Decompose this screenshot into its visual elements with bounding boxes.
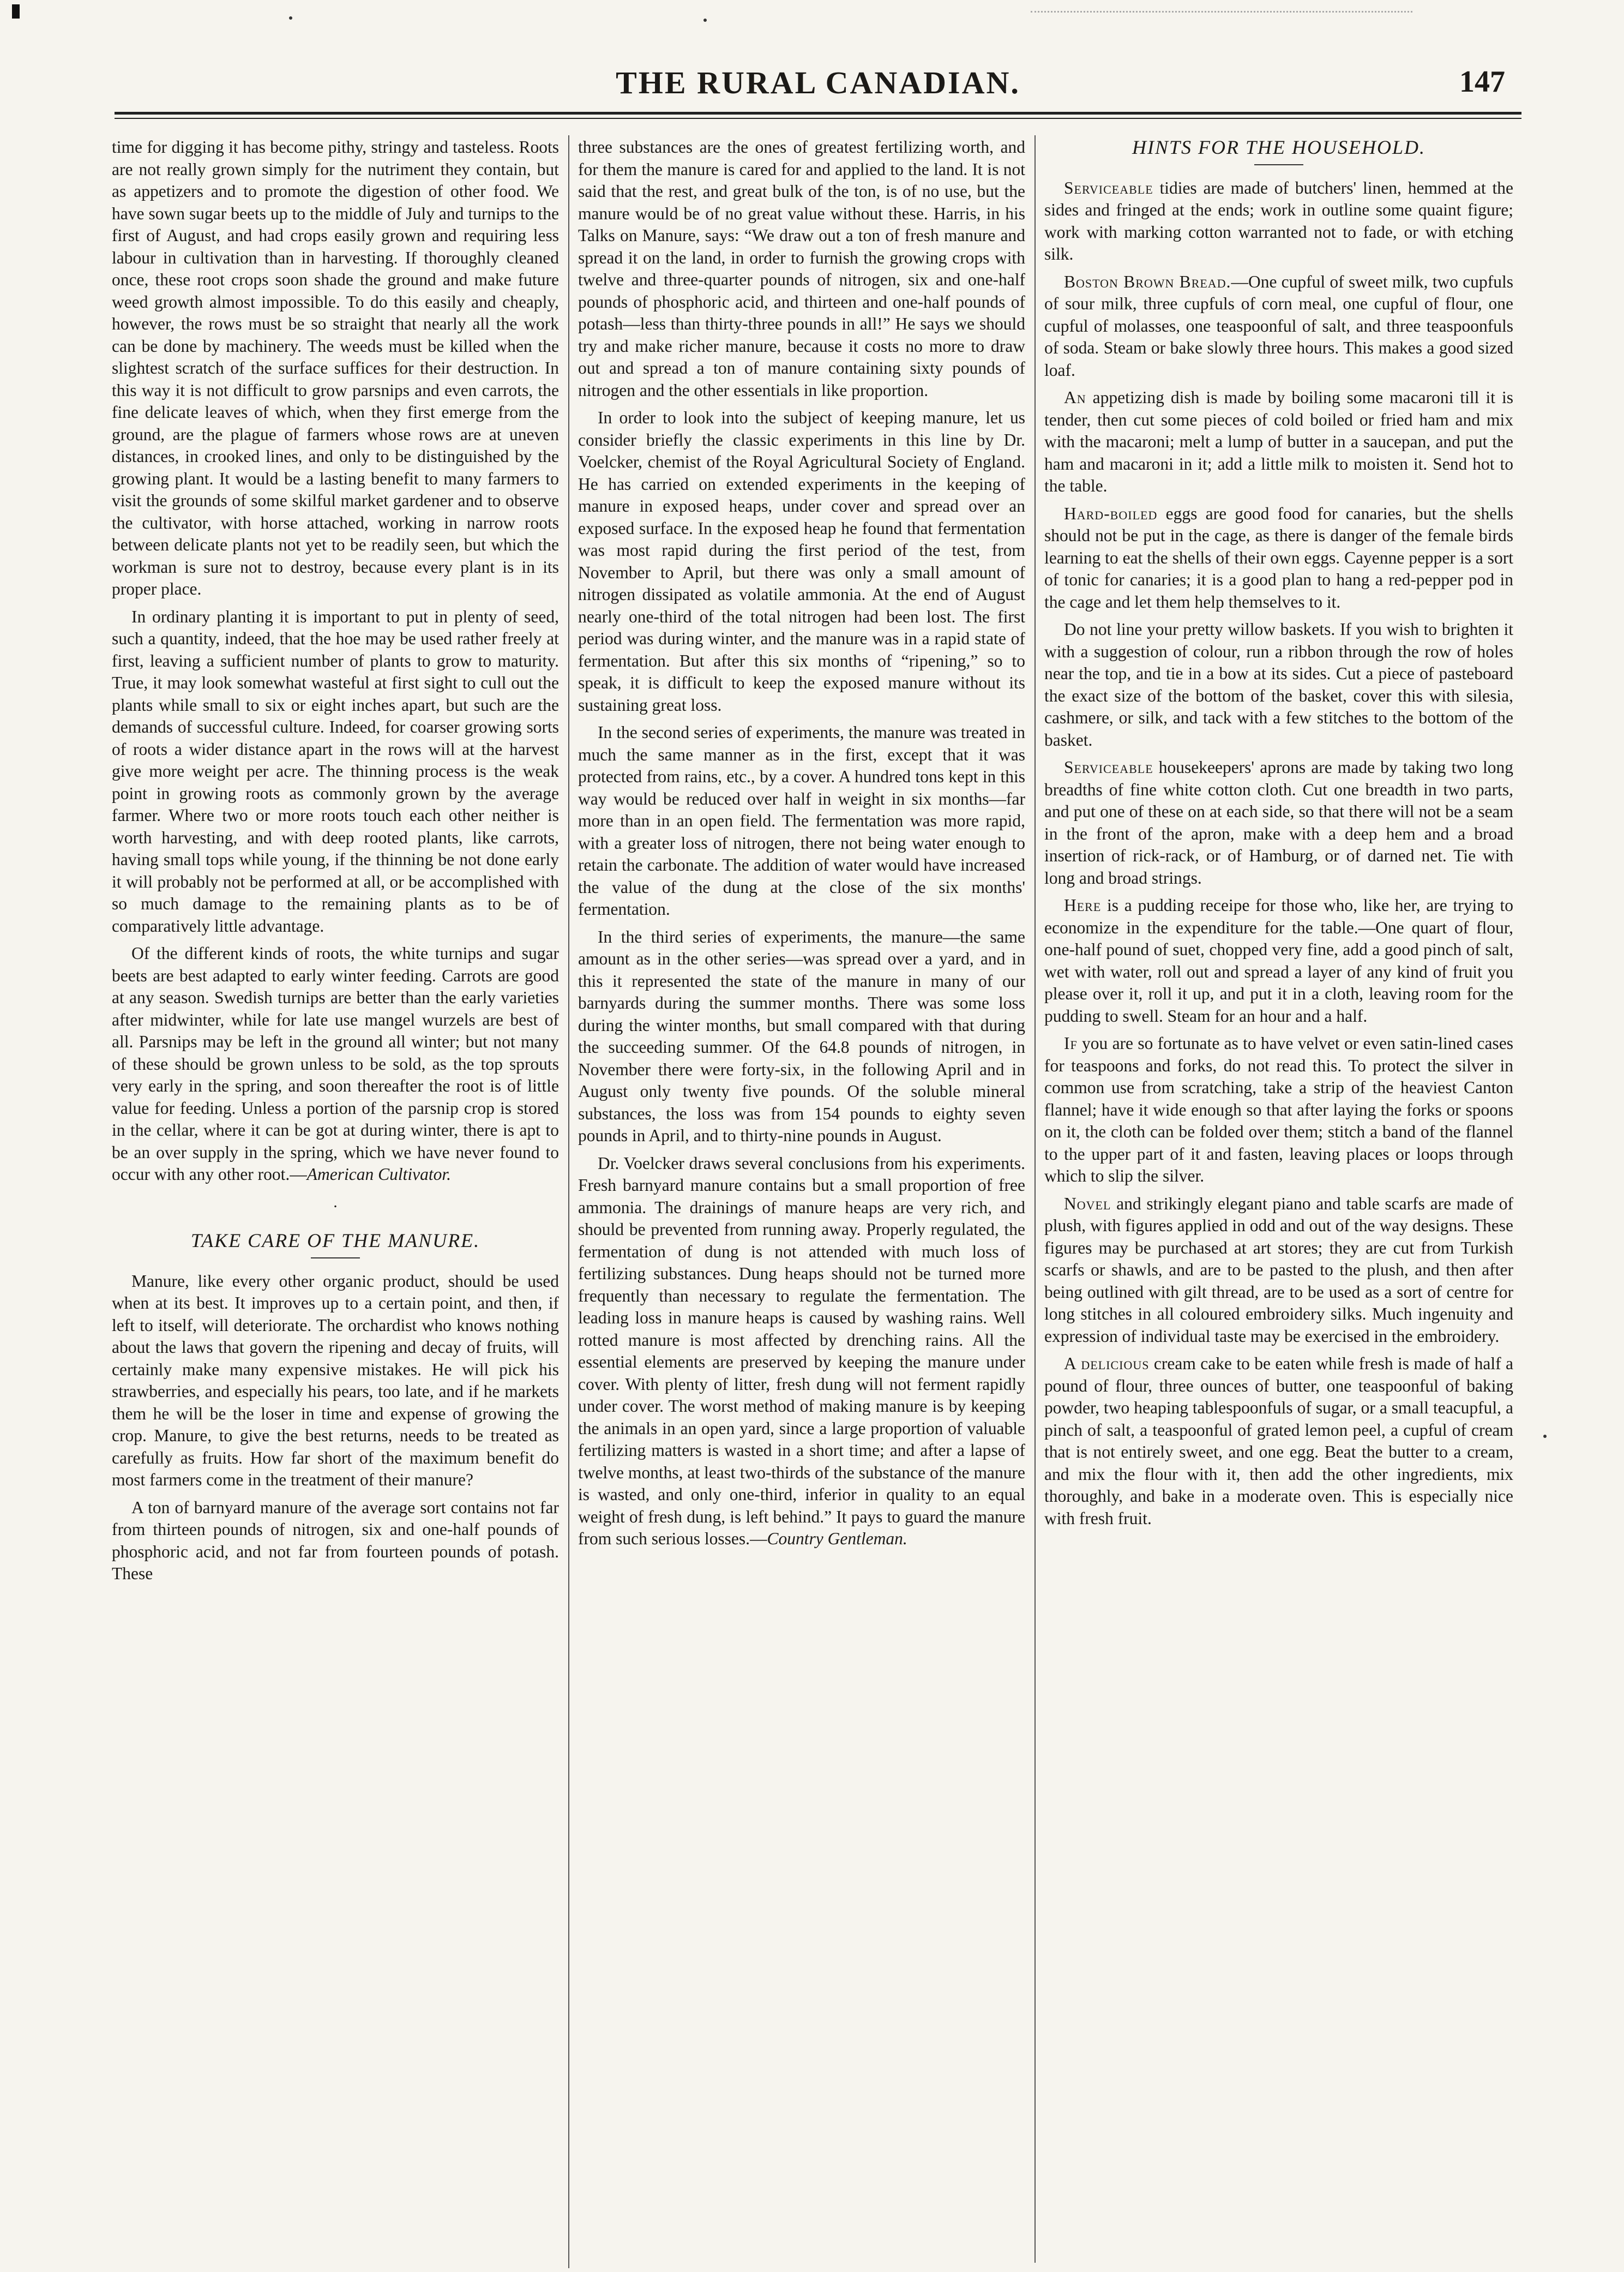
paragraph: time for digging it has become pithy, stringy and tasteless. Roots are not really grown simply for the nutriment they contain, but as appetizers and to promote the digestion of other food. We have sown sugar beets up to the middle of July and turnips to the first of August, and had crops easily grown and requiring less labour in cultivation than in harvesting. If thoroughly cleaned once, these root crops soon shade the ground and make future weed growth almost impossible. To do this easily and cheaply, however, the rows must be so straight that nearly all the work can be done by machinery. The weeds must be killed when the slightest scratch of the surface suffices for their destruction. In this way it is not difficult to grow parsnips and even carrots, the fine delicate leaves of which, when they first emerge from the ground, are the plague of farmers whose rows are at uneven distances, in crooked lines, and only to be distinguished by the growing plant. It would be a lasting benefit to many farmers to visit the grounds of some skilful market gardener and to observe the cultivator, with horse attached, working in narrow roots between delicate plants not yet to be readily seen, but which the workman is sure not to destroy, because every plant is in its proper place. xyxy=(112,137,559,598)
speck xyxy=(1543,1435,1547,1438)
hint-item xyxy=(1044,1353,1513,1530)
speck xyxy=(289,16,292,20)
header-rule xyxy=(115,112,1521,115)
hint-lead: If xyxy=(1064,1034,1078,1053)
heading-rule xyxy=(311,1257,360,1258)
hint-text: and strikingly elegant piano and table scarfs are made of plush, with figures applied in odd and out of the way designs. These figures may be purchased at art stores; they are cut from Turkish scarfs or shawls, and are to be pasted to the plush, and then after being outlined with gilt thread, are to be used as a sort of centre for long stitches in all coloured embroidery silks. Much ingenuity and expression of individual taste may be exercised in the embroidery. xyxy=(1044,1194,1513,1346)
corner-mark xyxy=(12,4,20,19)
heading-rule xyxy=(1254,164,1303,165)
paragraph-text: Dr. Voelcker draws several conclusions from his experiments. Fresh barnyard manure contains but a small proportion of free ammonia. The drainings of manure heaps are very rich, and should be prevented from running away. Properly regulated, the fermentation of dung is not attended with much loss of fertilizing substances. Dung heaps should not be turned more frequently than necessary to regulate the fermentation. The leading loss in manure heaps is caused by washing rains. Well rotted manure is most affected by drenching rains. All the essential elements are preserved by keeping the manure under cover. With plenty of litter, fresh dung will not ferment rapidly under cover. The worst method of making manure is by keeping the animals in an open yard, since a large proportion of valuable fertilizing matters is wasted in a short time; and after a lapse of twelve months, at least two-thirds of the substance of the manure is wasted, and only one-third, inferior in quality to an equal weight of fresh dung, is left behind.” It pays to guard the manure from such serious losses.— xyxy=(578,1153,1025,1548)
hint-item xyxy=(1044,895,1513,1027)
hint-text: housekeepers' aprons are made by taking two long breadths of fine white cotton cloth. Cut one breadth in two parts, and put one of these on at each side, so that there will not be a seam in the front of the apron, make with a deep hem and a broad insertion of rick-rack, or of Hamburg, or of darned net. Tie with long and broad strings. xyxy=(1044,758,1513,888)
hint-text: cream cake to be eaten while fresh is made of half a pound of flour, three ounces of butter, one teaspoonful of baking powder, two heaping tablespoonfuls of sugar, or a small teacupful, a pinch of salt, a teaspoonful of grated lemon peel, a cupful of cream that is not entirely sweet, and one egg. Beat the butter to a cream, and mix the flour with it, then add the other ingredients, mix thoroughly, and bake in a moderate oven. This is especially nice with fresh fruit. xyxy=(1044,1354,1513,1528)
hint-text: tidies are made of butchers' linen, hemmed at the sides and fringed at the ends; work in outline some quaint figure; work with marking cotton warranted not to fade, or with etching silk. xyxy=(1044,178,1513,263)
hint-text: is a pudding receipe for those who, like her, are trying to economize in the expenditure for the table.—One quart of flour, one-half pound of suet, chopped very fine, add a good pinch of salt, wet with water, roll out and spread a layer of any kind of fruit you please over it, roll it up, and put it in a cloth, leaving room for the pudding to swell. Steam for an hour and a half. xyxy=(1044,896,1513,1026)
hint-item xyxy=(1044,271,1513,382)
hint-item xyxy=(1044,619,1513,751)
paragraph: In the second series of experiments, the manure was treated in much the same manner as in the first, except that it was protected from rains, etc., by a cover. A hundred tons kept in this way would be reduced over half in weight in six months—far more than in an open field. The fermentation was more rapid, with a greater loss of nitrogen, there not being water enough to retain the carbonate. The addition of water would have increased the value of the dung at the close of the six months' fermentation. xyxy=(578,723,1025,919)
masthead xyxy=(120,64,1516,108)
hint-item xyxy=(1044,1193,1513,1348)
separator: . xyxy=(333,1192,338,1211)
article-heading: TAKE CARE OF THE MANURE. xyxy=(190,1230,480,1251)
hint-item xyxy=(1044,503,1513,614)
paragraph xyxy=(112,943,559,1186)
hint-lead: Serviceable xyxy=(1064,758,1153,777)
paragraph: Manure, like every other organic product, should be used when at its best. It improves up to a certain point, and then, if left to itself, will deteriorate. The orchardist who knows nothing about the laws that govern the ripening and decay of fruits, will certainly make many expensive mistakes. He will pick his strawberries, and especially his pears, too late, and if he markets them he will be the loser in time and expense of growing the crop. Manure, to give the best returns, needs to be treated as carefully as fruits. How far short of the maximum benefit do most farmers come in the treatment of their manure? xyxy=(112,1271,559,1489)
hint-lead: A delicious xyxy=(1064,1354,1150,1373)
column-left xyxy=(112,136,559,2207)
hint-lead: Novel xyxy=(1064,1194,1111,1213)
header-rule-thin xyxy=(115,118,1521,119)
column-divider xyxy=(1034,135,1036,2263)
hint-item xyxy=(1044,387,1513,497)
top-dotted-line xyxy=(1031,11,1412,13)
newspaper-title: THE RURAL CANADIAN. xyxy=(616,65,1020,100)
paragraph: In order to look into the subject of keeping manure, let us consider briefly the classic experiments in this line by Dr. Voelcker, chemist of the Royal Agricultural Society of England. He has carried on extended experiments in the keeping of manure in exposed heaps, under cover and spread over an exposed surface. In the exposed heap he found that fermentation was most rapid during the first period of the test, from November to April, but there was only a small amount of nitrogen dissipated as volatile ammonia. At the end of August nearly one-third of the total nitrogen had been lost. The first period was during winter, and the manure was in a rapid state of fermentation. But after this six months of “ripening,” so to speak, it is difficult to keep the exposed manure without its sustaining great loss. xyxy=(578,408,1025,715)
hint-item xyxy=(1044,177,1513,266)
hint-text: you are so fortunate as to have velvet or even satin-lined cases for teaspoons and forks, do not read this. To protect the silver in common use from scratching, take a strip of the heaviest Canton flannel; have it wide enough so that after laying the forks or spoons on it, the cloth can be folded over them; stitch a band of the flannel to the upper part of it and fasten, leaving places or loops through which to slip the silver. xyxy=(1044,1034,1513,1185)
column-right xyxy=(1044,136,1513,2207)
hint-text: Do not line your pretty willow baskets. If you wish to brighten it with a suggestion of colour, run a ribbon through the row of holes near the top, and tie in a bow at its sides. Cut a piece of pasteboard the exact size of the bottom of the basket, cover this with silesia, cashmere, or silk, and tack with a few stitches to the bottom of the basket. xyxy=(1044,620,1513,750)
hint-lead: An xyxy=(1064,388,1086,407)
column-middle xyxy=(578,136,1025,2207)
paragraph: In ordinary planting it is important to put in plenty of seed, such a quantity, indeed, that the hoe may be used rather freely at first, leaving a sufficient number of plants to grow to maturity. True, it may look somewhat wasteful at first sight to cull out the plants while small to six or eight inches apart, but such are the demands of successful culture. Indeed, for coarser growing sorts of roots a wider distance apart in the rows will at the harvest give more weight per acre. The thinning process is the weak point in growing roots as commonly grown by the average farmer. Where two or more roots touch each other neither is worth harvesting, and with deep rooted plants, like carrots, having small tops while young, if the thinning be not done early it will probably not be performed at all, or be accomplished with so much damage to the remaining plants as to be of comparatively little advantage. xyxy=(112,607,559,936)
hint-text: —One cupful of sweet milk, two cupfuls of sour milk, three cupfuls of corn meal, one cupful of flour, one cupful of molasses, one teaspoonful of salt, and three teaspoonfuls of soda. Steam or bake slowly three hours. This makes a good sized loaf. xyxy=(1044,272,1513,380)
speck xyxy=(703,19,707,22)
hint-lead: Hard-boiled xyxy=(1064,503,1158,523)
paragraph-text: Of the different kinds of roots, the white turnips and sugar beets are best adapted to early winter feeding. Carrots are good at any season. Swedish turnips are better than the early varieties after midwinter, while for late use mangel wurzels are best of all. Parsnips may be left in the ground all winter; but not many of these should be grown unless to be sold, as the top sprouts very early in the spring, and soon thereafter the root is of little value for feeding. Unless a portion of the parsnip crop is stored in the cellar, where it can be got at during winter, there is apt to be an over supply in the spring, which we have never found to occur with any other root.— xyxy=(112,944,559,1184)
paragraph: In the third series of experiments, the manure—the same amount as in the other series—was spread over a yard, and in this it represented the state of the manure in many of our barnyards during the summer months. There was some loss during the winter months, but small compared with that during the succeeding summer. Of the 64.8 pounds of nitrogen, in November there were forty-six, in the following April and in August only twenty five pounds. Of the soluble mineral substances, the loss was from 154 pounds to eighty seven pounds in April, and to thirty-nine pounds in August. xyxy=(578,927,1025,1145)
source-credit: Country Gentleman. xyxy=(767,1529,907,1548)
hint-lead: Serviceable xyxy=(1064,178,1153,197)
hint-lead: Boston Brown Bread. xyxy=(1064,272,1231,291)
hint-lead: Here xyxy=(1064,896,1102,915)
hint-item xyxy=(1044,1033,1513,1188)
paragraph xyxy=(578,1153,1025,1550)
source-credit: American Cultivator. xyxy=(306,1165,452,1184)
paragraph: A ton of barnyard manure of the average sort contains not far from thirteen pounds of nitrogen, six and one-half pounds of phosphoric acid, and not far from fourteen pounds of potash. These xyxy=(112,1497,559,1583)
section-heading: HINTS FOR THE HOUSEHOLD. xyxy=(1132,136,1425,158)
column-divider xyxy=(568,135,569,2268)
hint-text: eggs are good food for canaries, but the shells should not be put in the cage, as there is danger of the female birds learning to eat the shells of their own eggs. Cayenne pepper is a sort of tonic for canaries; it is a good plan to hang a red-pepper pod in the cage and let them help themselves to it. xyxy=(1044,503,1513,612)
page-number: 147 xyxy=(1459,65,1505,99)
paragraph: three substances are the ones of greatest fertilizing worth, and for them the manure is cared for and applied to the land. It is not said that the rest, and great bulk of the ton, is of no use, but the manure would be of no great value without these. Harris, in his Talks on Manure, says: “We draw out a ton of fresh manure and spread it on the land, in order to furnish the growing crops with twelve and three-quarter pounds of nitrogen, six and one-half pounds of phosphoric acid, and thirteen and one-half pounds of potash—less than thirty-three pounds in all!” He says we should try and make richer manure, because it costs no more to draw out and spread a ton of manure containing sixty pounds of nitrogen and the other essentials in like proportion. xyxy=(578,137,1025,400)
hint-text: appetizing dish is made by boiling some macaroni till it is tender, then cut some pieces of cold boiled or fried ham and mix with the macaroni; melt a lump of butter in a saucepan, and put the ham and macaroni in it; add a little milk to moisten it. Send hot to the table. xyxy=(1044,388,1513,495)
hint-item xyxy=(1044,757,1513,889)
